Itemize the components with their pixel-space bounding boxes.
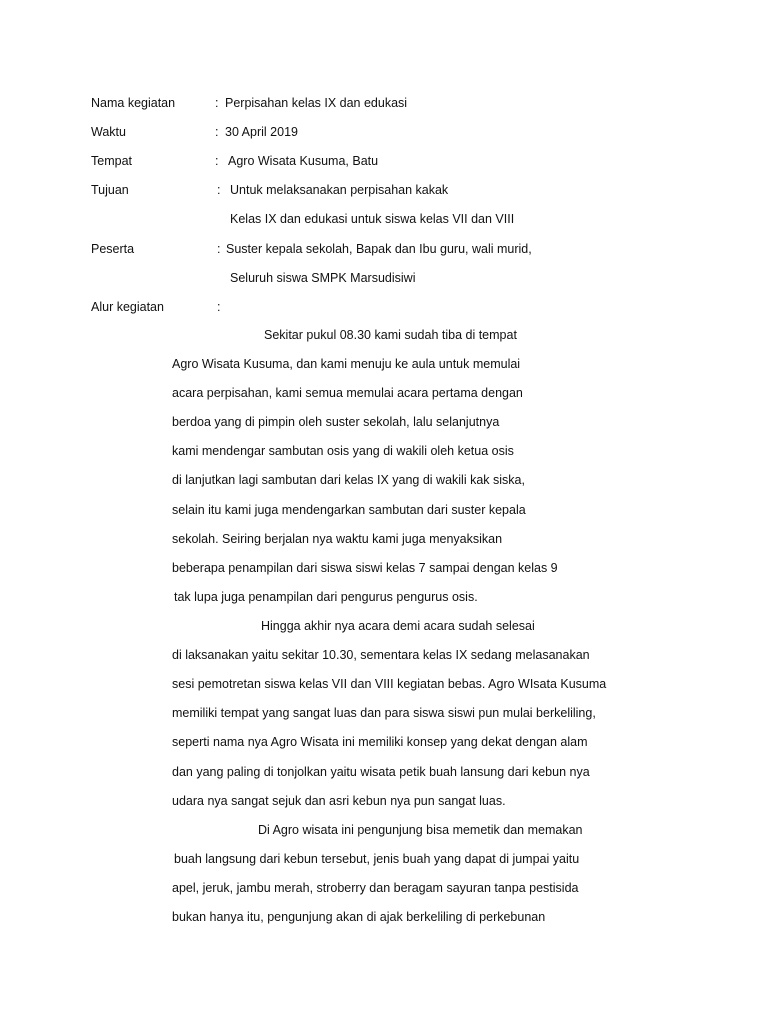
body-line: selain itu kami juga mendengarkan sambutan dari suster kepala [172,503,526,517]
field-waktu-label: Waktu [91,125,126,139]
field-tujuan-colon: : [217,183,221,197]
body-line: buah langsung dari kebun tersebut, jenis buah yang dapat di jumpai yaitu [174,852,580,866]
body-line: sekolah. Seiring berjalan nya waktu kami juga menyaksikan [172,532,503,546]
field-tujuan-value-line2: Kelas IX dan edukasi untuk siswa kelas VII dan VIII [230,212,515,226]
field-peserta-label: Peserta [91,242,135,256]
field-tempat-label: Tempat [91,154,132,168]
field-nama-kegiatan-colon: : [215,96,219,110]
field-peserta-value: Suster kepala sekolah, Bapak dan Ibu guru, wali murid, [226,242,532,256]
body-line: memiliki tempat yang sangat luas dan para siswa siswi pun mulai berkeliling, [172,706,596,720]
body-line: Hingga akhir nya acara demi acara sudah selesai [261,619,535,633]
body-line: dan yang paling di tonjolkan yaitu wisata petik buah lansung dari kebun nya [172,765,590,779]
field-tempat-value: Agro Wisata Kusuma, Batu [228,154,379,168]
body-line: Di Agro wisata ini pengunjung bisa memetik dan memakan [258,823,583,837]
body-line: Agro Wisata Kusuma, dan kami menuju ke aula untuk memulai [172,357,521,371]
body-line: bukan hanya itu, pengunjung akan di ajak berkeliling di perkebunan [172,910,546,924]
field-tujuan-value: Untuk melaksanakan perpisahan kakak [230,183,449,197]
field-nama-kegiatan-value: Perpisahan kelas IX dan edukasi [225,96,408,110]
body-line: berdoa yang di pimpin oleh suster sekolah, lalu selanjutnya [172,415,500,429]
field-waktu-colon: : [215,125,219,139]
body-line: tak lupa juga penampilan dari pengurus pengurus osis. [174,590,478,604]
body-line: di lanjutkan lagi sambutan dari kelas IX yang di wakili kak siska, [172,473,525,487]
field-peserta-value-line2: Seluruh siswa SMPK Marsudisiwi [230,271,416,285]
body-line: acara perpisahan, kami semua memulai acara pertama dengan [172,386,523,400]
body-line: udara nya sangat sejuk dan asri kebun nya pun sangat luas. [172,794,506,808]
field-tujuan-label: Tujuan [91,183,129,197]
body-line: sesi pemotretan siswa kelas VII dan VIII kegiatan bebas. Agro WIsata Kusuma [172,677,607,691]
field-waktu-value: 30 April 2019 [225,125,298,139]
body-line: kami mendengar sambutan osis yang di wakili oleh ketua osis [172,444,514,458]
field-alur-kegiatan-label: Alur kegiatan [91,300,164,314]
body-line: apel, jeruk, jambu merah, stroberry dan beragam sayuran tanpa pestisida [172,881,579,895]
field-alur-kegiatan-colon: : [217,300,221,314]
body-line: Sekitar pukul 08.30 kami sudah tiba di tempat [264,328,517,342]
body-line: beberapa penampilan dari siswa siswi kelas 7 sampai dengan kelas 9 [172,561,558,575]
body-line: seperti nama nya Agro Wisata ini memiliki konsep yang dekat dengan alam [172,735,588,749]
body-line: di laksanakan yaitu sekitar 10.30, sementara kelas IX sedang melasanakan [172,648,590,662]
field-peserta-colon: : [217,242,221,256]
field-nama-kegiatan-label: Nama kegiatan [91,96,176,110]
field-tempat-colon: : [215,154,219,168]
